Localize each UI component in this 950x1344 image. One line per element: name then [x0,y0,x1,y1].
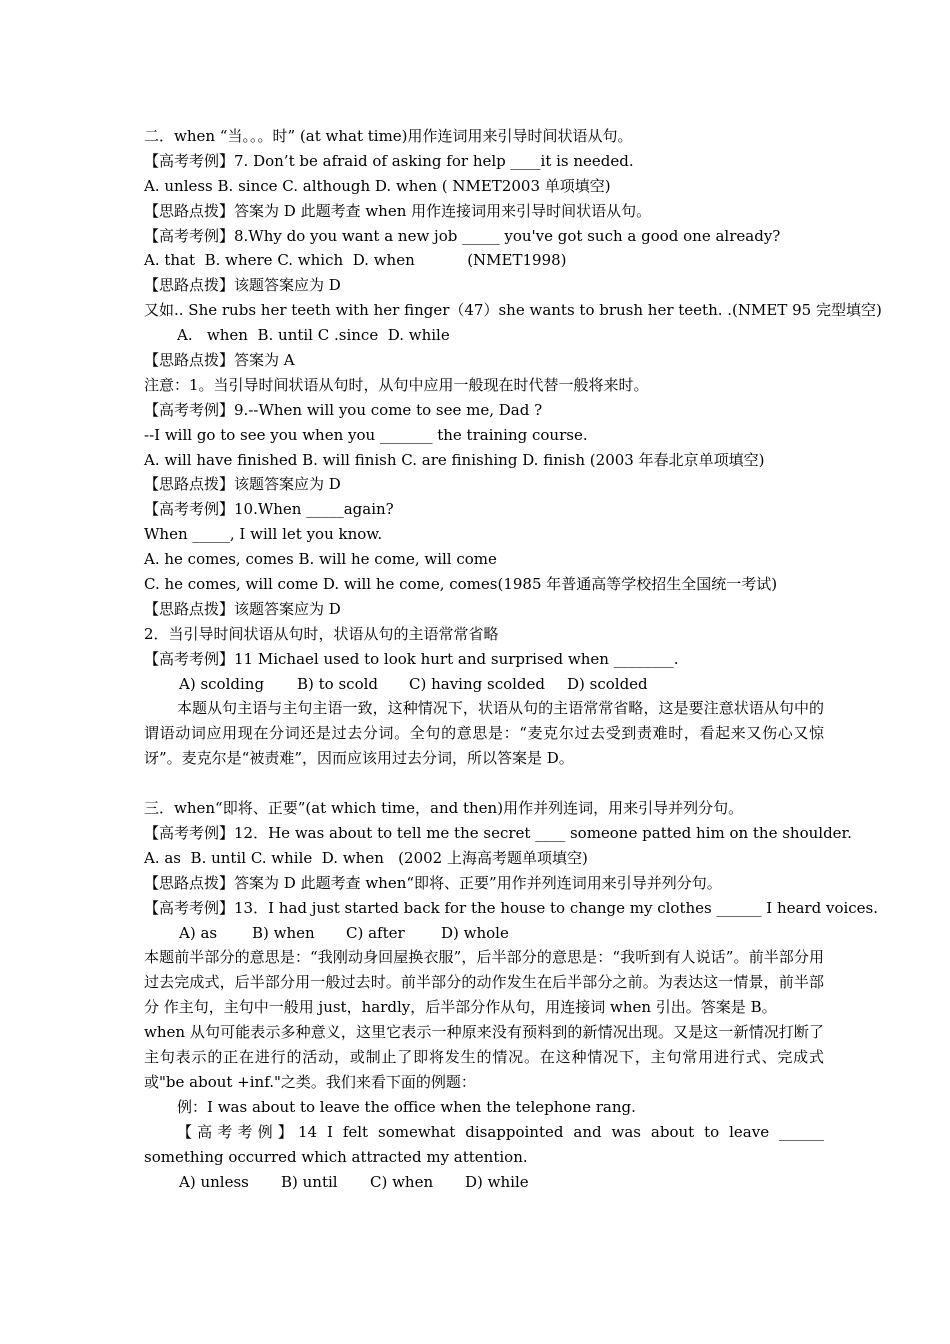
option-a: A) scolding [179,674,265,693]
section3-heading: 三．when“即将、正要”(at which time，and then)用作并列连词，用来引导并列分句。 [144,799,744,818]
option-d: D) while [465,1172,529,1191]
example9-question: 【高考考例】9.--When will you come to see me, Dad ? [144,400,543,419]
example-sentence: 例：I was about to leave the office when the telephone rang. [177,1097,636,1116]
example10-options-1: A. he comes, comes B. will he come, will come [144,550,497,569]
example10-options-2: C. he comes, will come D. will he come, comes(1985 年普通高等学校招生全国统一考试) [144,575,778,594]
example9-tip: 【思路点拨】该题答案应为 D [144,475,341,494]
example14-question: 【高考考例】14 I felt somewhat disappointed and was about to leave ______ something occurred which attracted my attention. [144,1122,824,1166]
example13-options [144,921,824,946]
when-clause-note: when 从句可能表示多种意义，这里它表示一种原来没有预料到的新情况出现。又是这一新情况打断了主句表示的正在进行的活动，或制止了即将发生的情况。在这种情况下，主句常用进行式、完成式或"be about +inf."之类。我们来看下面的例题： [144,1023,824,1091]
example11-question: 【高考考例】11 Michael used to look hurt and surprised when ________. [144,649,679,668]
blank-line [144,771,824,796]
example8-options: A. that B. where C. which D. when (NMET1998) [144,251,567,270]
example10-question: 【高考考例】10.When _____again? [144,500,394,519]
example7-tip: 【思路点拨】答案为 D 此题考查 when 用作连接词用来引导时间状语从句。 [144,201,652,220]
example10-question-2: When _____, I will let you know. [144,525,383,544]
note-1: 注意：1。当引导时间状语从句时，从句中应用一般现在时代替一般将来时。 [144,375,649,394]
example12-tip: 【思路点拨】答案为 D 此题考查 when“即将、正要”用作并列连词用来引导并列分句。 [144,873,722,892]
example7-question: 【高考考例】7. Don’t be afraid of asking for help ____it is needed. [144,151,634,170]
option-a: A) as [179,923,218,942]
example11-explanation: 本题从句主语与主句主语一致，这种情况下，状语从句的主语常常省略，这是要注意状语从句中的谓语动词应用现在分词还是过去分词。全句的意思是：“麦克尔过去受到责难时，看起来又伤心又惊讶”。麦克尔是“被责难”，因而应该用过去分词，所以答案是 D。 [144,699,824,768]
option-b: B) when [252,923,315,942]
also-example-question: 又如.. She rubs her teeth with her finger（47）she wants to brush her teeth. .(NMET 95 完型填空) [144,301,882,320]
option-d: D) scolded [567,674,648,693]
document-page [144,124,882,1194]
also-example-options: A. when B. until C .since D. while [177,326,450,345]
option-b: B) to scold [297,674,378,693]
example11-options [144,672,824,697]
example10-tip: 【思路点拨】该题答案应为 D [144,599,341,618]
option-c: C) after [346,923,405,942]
example13-explanation: 本题前半部分的意思是：“我刚动身回屋换衣服”，后半部分的意思是：“我听到有人说话”。前半部分用过去完成式，后半部分用一般过去时。前半部分的动作发生在后半部分之前。为表达这一情景，前半部分 作主句，主句中一般用 just，hardly，后半部分作从句，用连接词 when 引出。答案是 B。 [144,948,824,1017]
option-b: B) until [281,1172,338,1191]
example12-question: 【高考考例】12．He was about to tell me the secret ____ someone patted him on the shoulder. [144,823,852,842]
section2-heading: 二．when “当。。。时” (at what time)用作连词用来引导时间状语从句。 [144,127,633,145]
also-example-tip: 【思路点拨】答案为 A [144,351,295,370]
example9-options: A. will have finished B. will finish C. are finishing D. finish (2003 年春北京单项填空) [144,450,765,469]
option-d: D) whole [441,923,509,942]
example13-question: 【高考考例】13．I had just started back for the house to change my clothes ______ I heard voices. [144,898,879,917]
example14-options [144,1170,824,1195]
note-2: 2．当引导时间状语从句时，状语从句的主语常常省略 [144,624,499,643]
example8-question: 【高考考例】8.Why do you want a new job _____ you've got such a good one already? [144,226,781,245]
example9-question-2: --I will go to see you when you _______ the training course. [144,425,588,444]
example7-options: A. unless B. since C. although D. when ( NMET2003 单项填空) [144,176,611,195]
example8-tip: 【思路点拨】该题答案应为 D [144,276,341,295]
option-c: C) when [370,1172,434,1191]
example12-options: A. as B. until C. while D. when (2002 上海高考题单项填空) [144,848,588,867]
option-a: A) unless [179,1172,249,1191]
option-c: C) having scolded [409,674,546,693]
